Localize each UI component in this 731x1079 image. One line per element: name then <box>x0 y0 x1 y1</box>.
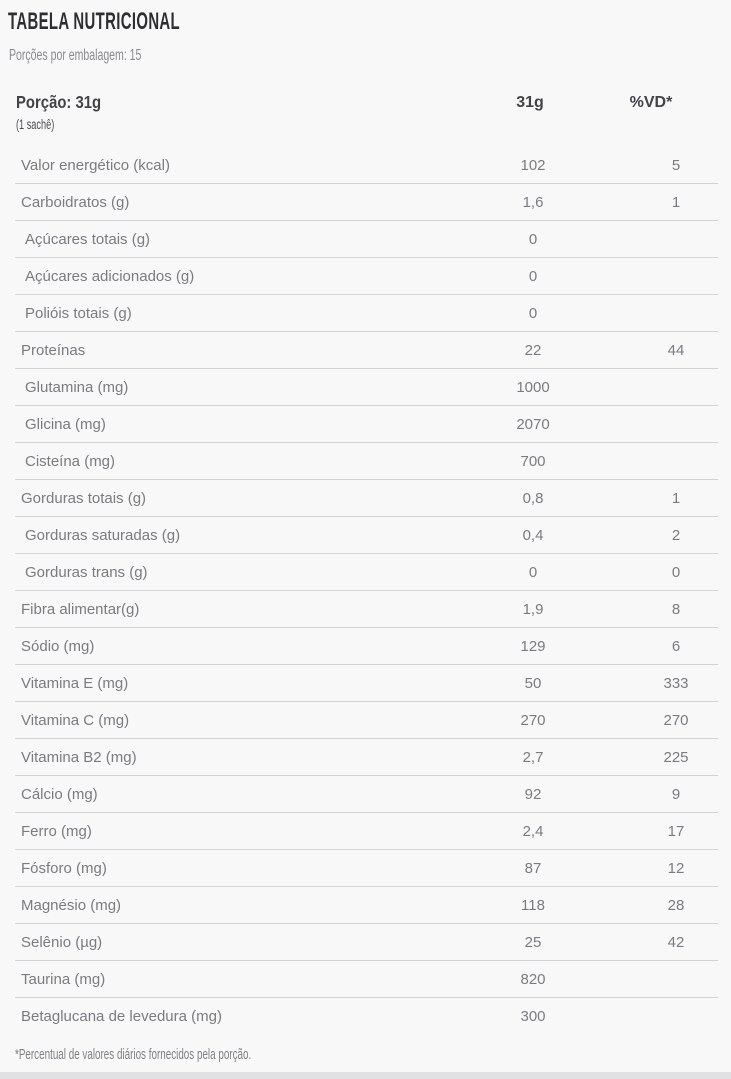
nutrient-dv: 1 <box>671 193 681 211</box>
nutrient-amount: 0 <box>528 304 538 322</box>
nutrient-amount: 50 <box>524 674 542 692</box>
table-row <box>15 554 718 591</box>
nutrient-amount: 270 <box>520 711 546 729</box>
nutrient-amount: 0 <box>528 230 538 248</box>
portion-label: Porção: 31g <box>16 92 102 112</box>
nutrient-dv: 28 <box>667 896 685 914</box>
nutrient-amount: 2,7 <box>522 748 544 766</box>
nutrient-dv: 270 <box>663 711 689 729</box>
nutrient-amount: 129 <box>520 637 546 655</box>
nutrient-label: Selênio (µg) <box>21 933 103 951</box>
table-row <box>15 221 718 258</box>
table-row <box>15 406 718 443</box>
nutrient-label: Gorduras saturadas (g) <box>25 526 181 544</box>
table-row <box>15 998 718 1035</box>
nutrient-label: Sódio (mg) <box>21 637 95 655</box>
table-row <box>15 776 718 813</box>
nutrient-amount: 2070 <box>516 415 550 433</box>
nutrient-dv: 42 <box>667 933 685 951</box>
nutrition-table <box>15 147 718 1035</box>
nutrient-amount: 102 <box>520 156 546 174</box>
nutrient-label: Vitamina B2 (mg) <box>21 748 137 766</box>
nutrient-dv: 44 <box>667 341 685 359</box>
nutrient-label: Açúcares totais (g) <box>25 230 151 248</box>
table-row <box>15 258 718 295</box>
nutrient-dv: 2 <box>671 526 681 544</box>
nutrient-amount: 700 <box>520 452 546 470</box>
nutrient-amount: 1000 <box>516 378 550 396</box>
table-row <box>15 184 718 221</box>
nutrient-amount: 22 <box>524 341 542 359</box>
column-header-dv: %VD* <box>629 94 673 111</box>
nutrient-label: Valor energético (kcal) <box>21 156 170 174</box>
nutrient-label: Betaglucana de levedura (mg) <box>21 1008 222 1025</box>
nutrient-amount: 25 <box>524 933 542 951</box>
nutrient-label: Ferro (mg) <box>21 822 92 840</box>
nutrient-label: Cálcio (mg) <box>21 785 98 803</box>
nutrient-amount: 0 <box>528 267 538 285</box>
nutrient-dv: 5 <box>671 156 681 174</box>
nutrient-label: Taurina (mg) <box>21 970 106 988</box>
nutrient-dv: 8 <box>671 600 681 618</box>
page-title: TABELA NUTRICIONAL <box>8 8 181 35</box>
table-row <box>15 591 718 628</box>
nutrient-label: Polióis totais (g) <box>25 304 132 322</box>
nutrient-amount: 1,9 <box>522 600 544 618</box>
nutrient-amount: 118 <box>521 896 545 914</box>
table-row <box>15 702 718 739</box>
nutrient-amount: 0 <box>528 563 538 581</box>
nutrient-dv: 6 <box>671 637 681 655</box>
table-row <box>15 665 718 702</box>
table-row <box>15 850 718 887</box>
nutrient-dv: 9 <box>671 785 681 803</box>
table-row <box>15 887 718 924</box>
nutrient-label: Gorduras totais (g) <box>21 489 147 507</box>
nutrient-amount: 87 <box>524 859 542 877</box>
nutrient-amount: 0,4 <box>522 526 544 544</box>
nutrient-label: Gorduras trans (g) <box>25 563 148 581</box>
nutrient-label: Fósforo (mg) <box>21 859 107 877</box>
nutrient-dv: 1 <box>671 489 681 507</box>
nutrient-label: Vitamina E (mg) <box>21 674 129 692</box>
footnote: *Percentual de valores diários fornecidos pela porção. <box>15 1047 252 1063</box>
nutrient-label: Proteínas <box>21 341 86 359</box>
nutrient-dv: 225 <box>663 748 689 766</box>
table-row <box>15 147 718 184</box>
table-row <box>15 517 718 554</box>
nutrient-amount: 300 <box>520 1008 546 1025</box>
table-row <box>15 739 718 776</box>
nutrient-label: Cisteína (mg) <box>25 452 116 470</box>
nutrient-amount: 2,4 <box>522 822 544 840</box>
table-row <box>15 961 718 998</box>
nutrient-amount: 92 <box>524 785 542 803</box>
nutrient-amount: 1,6 <box>522 193 544 211</box>
nutrient-label: Vitamina C (mg) <box>21 711 130 729</box>
table-row <box>15 628 718 665</box>
nutrient-label: Açúcares adicionados (g) <box>25 267 195 285</box>
nutrient-dv: 333 <box>663 674 689 692</box>
nutrient-label: Magnésio (mg) <box>21 896 122 914</box>
table-row <box>15 295 718 332</box>
nutrient-dv: 0 <box>671 563 681 581</box>
table-row <box>15 480 718 517</box>
nutrient-label: Glutamina (mg) <box>25 378 129 396</box>
table-row <box>15 369 718 406</box>
table-row <box>15 332 718 369</box>
bottom-divider <box>0 1072 731 1079</box>
nutrient-dv: 12 <box>667 859 685 877</box>
column-header-amount: 31g <box>516 94 544 111</box>
table-row <box>15 813 718 850</box>
nutrient-label: Glicina (mg) <box>25 415 106 433</box>
table-row <box>15 924 718 961</box>
portion-subtitle: (1 sachê) <box>16 117 55 132</box>
nutrient-dv: 17 <box>667 822 685 840</box>
nutrient-amount: 820 <box>520 970 546 988</box>
table-row <box>15 443 718 480</box>
nutrient-label: Carboidratos (g) <box>21 193 130 211</box>
nutrient-amount: 0,8 <box>522 489 544 507</box>
nutrient-label: Fibra alimentar(g) <box>21 600 140 618</box>
servings-per-package: Porções por embalagem: 15 <box>9 47 142 64</box>
